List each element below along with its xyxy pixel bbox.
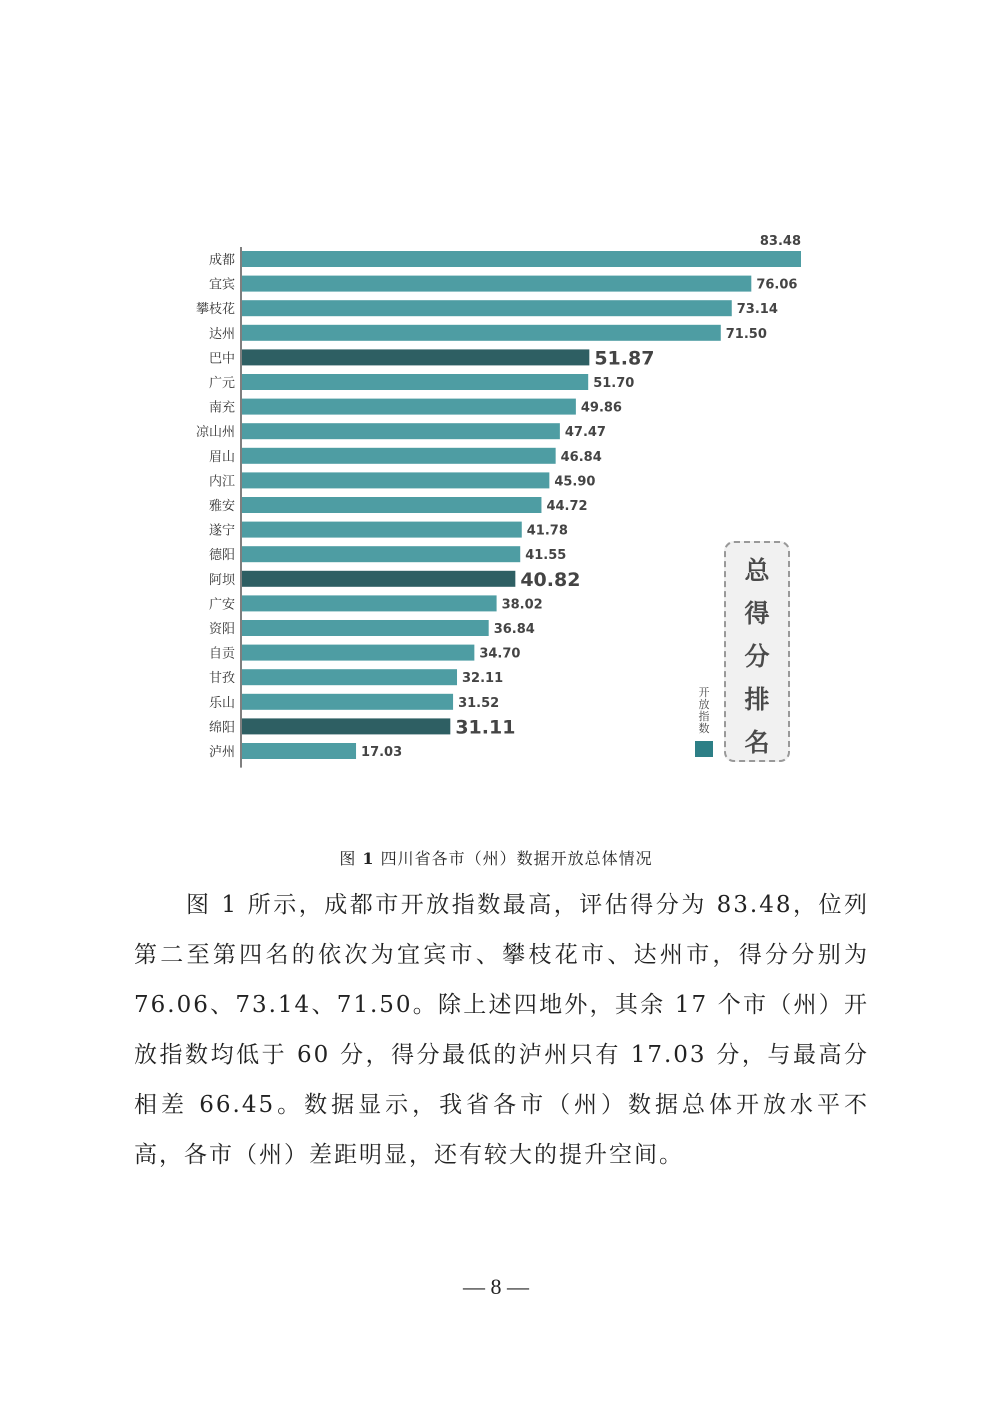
bar	[242, 374, 588, 390]
category-label: 眉山	[208, 449, 235, 465]
bar	[242, 645, 474, 661]
value-label: 76.06	[756, 277, 798, 293]
value-label: 31.11	[455, 716, 516, 739]
category-label: 内江	[208, 474, 235, 490]
category-label: 雅安	[208, 499, 235, 514]
bar	[242, 522, 522, 538]
bar	[242, 546, 520, 562]
category-label: 资阳	[208, 622, 235, 637]
value-label: 47.47	[564, 425, 606, 441]
bar	[242, 300, 732, 316]
category-label: 自贡	[208, 646, 235, 662]
value-label: 51.70	[593, 376, 635, 391]
value-label: 41.78	[526, 523, 568, 539]
caption-text: 四川省各市（州）数据开放总体情况	[380, 849, 653, 868]
bar	[242, 325, 721, 341]
value-label: 73.14	[736, 302, 778, 318]
bar	[242, 694, 453, 710]
value-label: 44.72	[546, 499, 588, 514]
category-label: 广元	[208, 376, 235, 391]
page-number: — 8 —	[463, 1274, 529, 1299]
value-label: 46.84	[560, 449, 602, 465]
value-label: 49.86	[580, 400, 622, 416]
bar	[242, 448, 556, 464]
category-label: 攀枝花	[195, 302, 235, 318]
bar	[242, 669, 457, 685]
bar	[242, 743, 356, 759]
bar	[242, 620, 489, 636]
category-label: 德阳	[208, 548, 235, 564]
legend-label: 开放指数	[698, 686, 710, 735]
bar	[242, 423, 560, 439]
value-label: 34.70	[479, 646, 521, 662]
legend-swatch	[695, 741, 713, 757]
total-score-ranking-badge	[724, 541, 790, 762]
value-label: 36.84	[493, 622, 535, 637]
figure-caption	[0, 846, 992, 869]
category-label: 广安	[208, 597, 235, 613]
value-label: 40.82	[520, 568, 581, 591]
value-label: 71.50	[725, 326, 767, 342]
value-label: 32.11	[462, 671, 504, 687]
value-label: 83.48	[759, 234, 801, 249]
category-label: 遂宁	[208, 523, 235, 539]
value-label: 45.90	[554, 474, 596, 490]
bar	[242, 595, 497, 611]
category-label: 南充	[208, 400, 235, 416]
bar	[242, 718, 450, 734]
value-label: 17.03	[361, 745, 403, 760]
badge-char: 分	[744, 642, 770, 671]
category-label: 乐山	[208, 695, 235, 711]
caption-number: 1	[362, 849, 375, 868]
bar	[242, 276, 751, 292]
bar	[242, 399, 576, 415]
value-label: 51.87	[594, 347, 655, 370]
category-label: 泸州	[208, 745, 235, 760]
body-paragraph: 图 1 所示，成都市开放指数最高，评估得分为 83.48，位列第二至第四名的依次为宜宾市、攀枝花市、达州市，得分分别为 76.06、73.14、71.50。除上述四地外，其余 17 个市（州）开放指数均低于 60 分，得分最低的泸州只有 17.03 分，与最高分相差 66.45。数据显示，我省各市（州）数据总体开放水平不高，各市（州）差距明显，还有较大的提升空间。	[134, 892, 869, 1168]
badge-char: 排	[744, 685, 770, 714]
badge-char: 名	[744, 728, 770, 757]
caption-prefix: 图	[339, 849, 357, 868]
bar	[242, 497, 541, 513]
category-label: 阿坝	[208, 572, 235, 588]
value-label: 38.02	[501, 597, 543, 613]
category-label: 巴中	[208, 351, 235, 367]
category-label: 凉山州	[195, 425, 235, 441]
bar	[242, 349, 589, 365]
bar	[242, 472, 549, 488]
category-label: 宜宾	[208, 277, 235, 293]
category-label: 甘孜	[208, 671, 235, 687]
badge-char: 得	[744, 599, 770, 628]
category-label: 绵阳	[208, 720, 235, 736]
value-label: 31.52	[458, 695, 500, 711]
category-label: 达州	[208, 326, 235, 342]
bar	[242, 251, 801, 267]
bar	[242, 571, 515, 587]
badge-char: 总	[744, 556, 770, 585]
value-label: 41.55	[525, 548, 567, 564]
category-label: 成都	[208, 253, 235, 268]
